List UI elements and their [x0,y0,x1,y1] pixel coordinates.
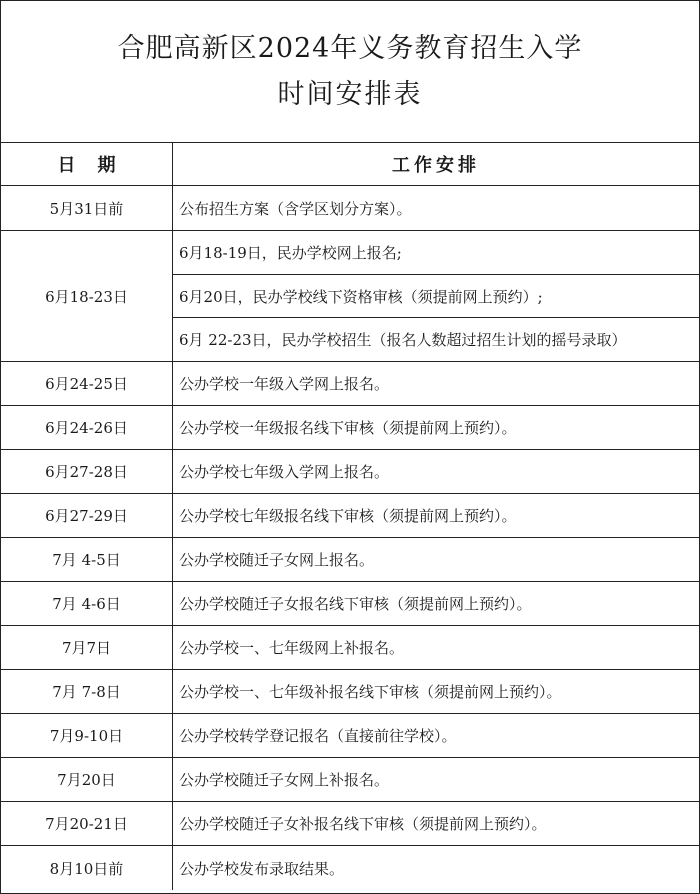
row-task: 公办学校随迁子女补报名线下审核（须提前网上预约）。 [179,815,547,833]
row-date: 6月27-28日 [1,450,173,493]
row-date: 7月20-21日 [1,802,173,845]
row-task: 公办学校一年级入学网上报名。 [179,375,390,393]
row-task: 公办学校一年级报名线下审核（须提前网上预约）。 [179,419,517,437]
row-date: 7月7日 [1,626,173,669]
row-subtasks [173,231,699,361]
row-date: 5月31日前 [1,186,173,230]
row-task: 公办学校一、七年级补报名线下审核（须提前网上预约）。 [179,683,562,701]
table-row [1,846,699,890]
table-row [1,186,699,231]
table-row [1,450,699,494]
row-date: 6月24-25日 [1,362,173,405]
row-date: 6月18-23日 [1,231,173,361]
schedule-table [1,143,699,890]
row-task: 公办学校转学登记报名（直接前往学校）。 [179,727,457,745]
table-row [1,406,699,450]
table-row [1,714,699,758]
row-task: 公布招生方案（含学区划分方案）。 [179,199,412,218]
row-date: 6月27-29日 [1,494,173,537]
row-task: 公办学校随迁子女网上报名。 [179,551,375,569]
row-task: 公办学校七年级报名线下审核（须提前网上预约）。 [179,507,517,525]
row-task: 公办学校发布录取结果。 [179,859,345,878]
table-header [1,143,699,186]
table-row [1,538,699,582]
header-date: 日期 [1,143,173,185]
row-date: 7月 7-8日 [1,670,173,713]
table-row [1,582,699,626]
row-task: 公办学校随迁子女报名线下审核（须提前网上预约）。 [179,595,532,613]
row-task: 公办学校随迁子女网上补报名。 [179,771,390,789]
row-task: 公办学校七年级入学网上报名。 [179,463,390,481]
table-row [1,758,699,802]
table-row [1,494,699,538]
row-date: 6月24-26日 [1,406,173,449]
table-row [1,670,699,714]
subtask: 6月18-19日，民办学校网上报名; [173,231,699,275]
title-block [1,1,699,143]
subtask: 6月20日，民办学校线下资格审核（须提前网上预约）; [173,275,699,319]
row-task: 公办学校一、七年级网上补报名。 [179,639,405,657]
table-row [1,626,699,670]
subtask: 6月 22-23日，民办学校招生（报名人数超过招生计划的摇号录取） [179,331,627,350]
row-date: 8月10日前 [1,846,173,890]
row-date: 7月20日 [1,758,173,801]
row-date: 7月9-10日 [1,714,173,757]
title-line-2: 时间安排表 [277,78,423,110]
row-date: 7月 4-6日 [1,582,173,625]
header-task: 工作安排 [392,155,480,176]
title-line-1: 合肥高新区2024年义务教育招生入学 [117,33,583,65]
row-date: 7月 4-5日 [1,538,173,581]
table-row [1,802,699,846]
table-row-multi [1,231,699,362]
table-row [1,362,699,406]
